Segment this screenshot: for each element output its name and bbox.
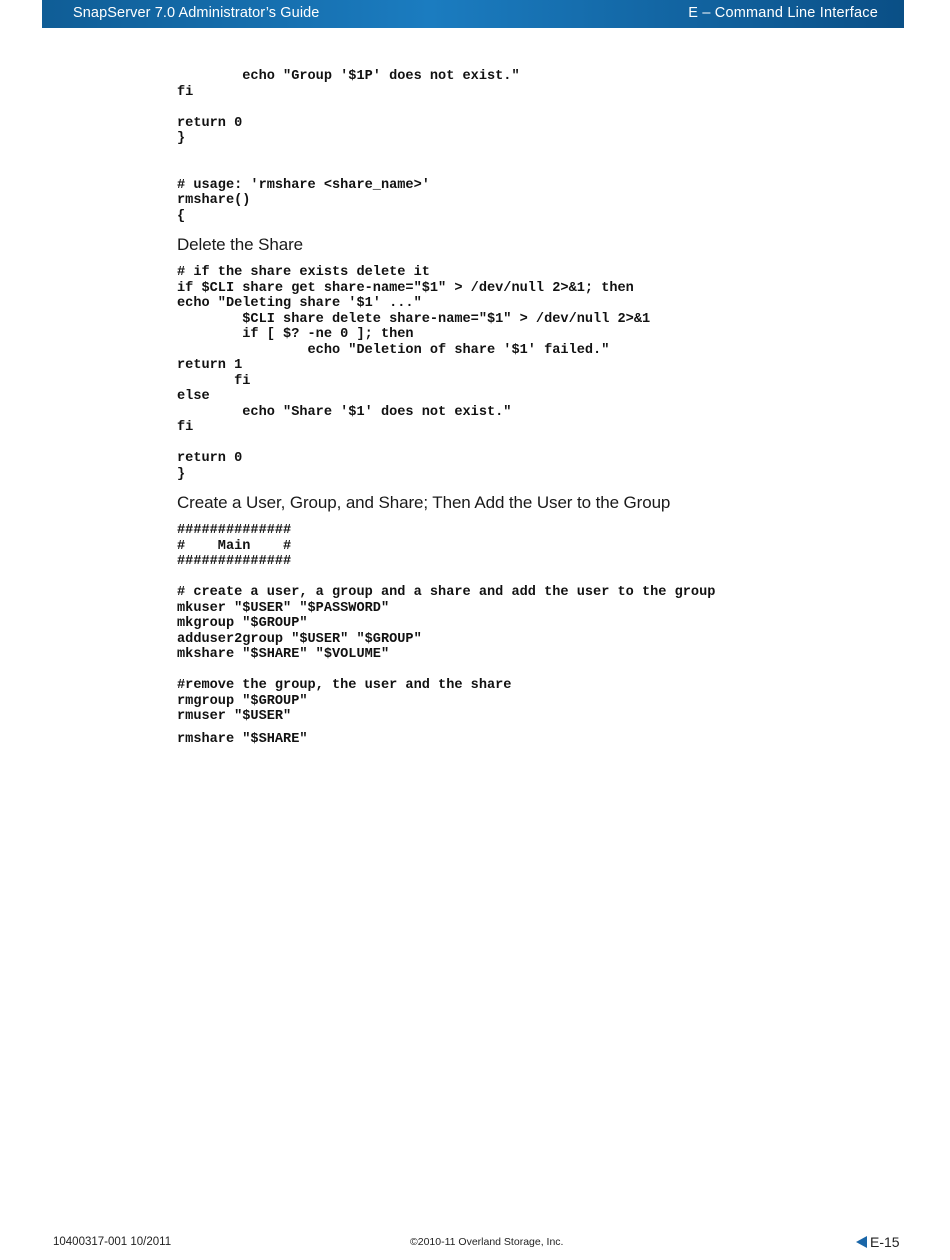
chapter-title: E – Command Line Interface [688, 5, 878, 21]
section-heading-delete-share: Delete the Share [177, 235, 303, 254]
code-block-delete-share: # if the share exists delete it if $CLI share get share-name="$1" > /dev/null 2>&1; then echo "Deleting share '$1' ..." $CLI share delete share-name="$1" > /dev/null 2>&1 if [ $? -ne 0 ]; then echo "Deletion of share '$1' failed." return 1 fi else echo "Share '$1' does not exist." fi return 0 } [177, 265, 651, 482]
page-content [177, 69, 877, 747]
code-block-rmgroup-end: echo "Group '$1P' does not exist." fi return 0 } # usage: 'rmshare <share_name>' rmshare() { [177, 69, 520, 224]
back-arrow-icon[interactable] [856, 1236, 867, 1248]
code-block-rmshare-call: rmshare "$SHARE" [177, 731, 308, 747]
copyright-notice: ©2010-11 Overland Storage, Inc. [410, 1236, 564, 1248]
page-number: E-15 [870, 1234, 900, 1250]
guide-title: SnapServer 7.0 Administrator’s Guide [73, 5, 320, 21]
page-header-bar [42, 0, 904, 28]
code-block-main: ############## # Main # ############## # create a user, a group and a share and add the user to the group mkuser "$USER" "$PASSWORD" mkgroup "$GROUP" adduser2group "$USER" "$GROUP" mkshare "$SHARE" "$VOLUME" #remove the group, the user and the share rmgroup "$GROUP" rmuser "$USER" [177, 523, 716, 724]
page-navigation[interactable] [856, 1234, 900, 1250]
document-number: 10400317-001 10/2011 [53, 1236, 172, 1248]
section-heading-create-user-group-share: Create a User, Group, and Share; Then Add the User to the Group [177, 493, 671, 512]
